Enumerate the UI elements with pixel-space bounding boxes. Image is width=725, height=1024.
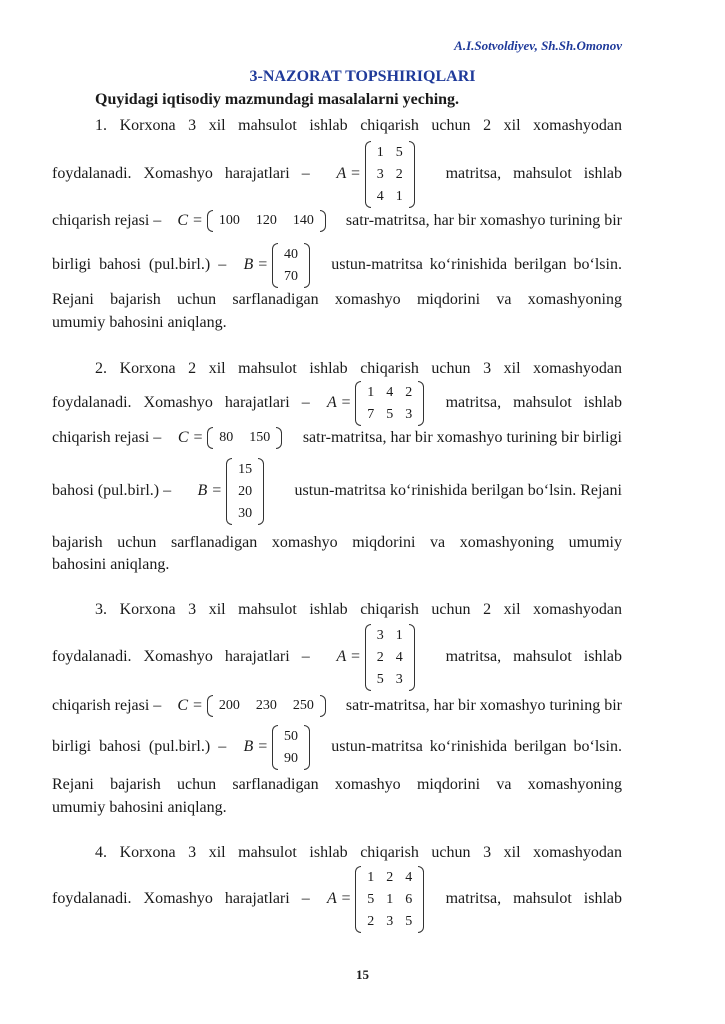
matrix-a-symbol: A = — [336, 165, 361, 182]
plan-label: chiqarish rejasi – — [52, 697, 162, 714]
problem-3-matrix-b — [272, 725, 310, 770]
matrix-cell: 250 — [292, 698, 314, 713]
matrix-b-symbol: B = — [197, 482, 223, 499]
problem-4-matrix-a-line — [52, 864, 622, 934]
matrix-cell: 1 — [376, 144, 384, 160]
problem-2-matrix-a-line — [52, 380, 622, 426]
problem-3-price-line — [52, 722, 622, 772]
matrix-c-symbol: C = — [177, 697, 203, 714]
matrix-cell: 15 — [238, 461, 253, 477]
matrix-cell: 2 — [395, 166, 403, 182]
matrix-a-symbol: A = — [327, 394, 352, 411]
matrix-cell: 70 — [284, 268, 299, 284]
plan-suffix: satr-matritsa, har bir xomashyo turining bir birligi — [302, 429, 622, 446]
problem-1-matrix-a-line — [52, 140, 622, 208]
problem-2-matrix-c — [207, 427, 282, 449]
matrix-cell: 4 — [395, 649, 403, 665]
problem-1-task-line-1 — [52, 288, 622, 312]
matrix-a-label: foydalanadi. Xomashyo harajatlari – — [52, 394, 310, 411]
matrix-cell: 3 — [405, 406, 413, 422]
task-text: Rejani bajarish uchun sarflanadigan xomashyo miqdorini va xomashyoning — [52, 291, 622, 308]
problem-1-price-line — [52, 240, 622, 290]
matrix-cell: 3 — [386, 913, 394, 929]
matrix-cell: 3 — [395, 671, 403, 687]
matrix-cell: 5 — [367, 891, 375, 907]
problem-2-price-line — [52, 456, 622, 526]
matrix-c-symbol: C = — [177, 212, 203, 229]
problem-1-matrix-a — [365, 141, 415, 208]
problem-2-matrix-b — [226, 458, 264, 525]
problem-3-plan-line — [52, 694, 622, 718]
matrix-cell: 50 — [284, 728, 299, 744]
matrix-cell: 140 — [292, 213, 314, 228]
matrix-cell: 120 — [255, 213, 277, 228]
matrix-cell: 1 — [395, 188, 403, 204]
matrix-cell: 4 — [386, 384, 394, 400]
matrix-cell: 2 — [367, 913, 375, 929]
task-text: Rejani bajarish uchun sarflanadigan xomashyo miqdorini va xomashyoning — [52, 776, 622, 793]
page-number: 15 — [356, 967, 369, 982]
matrix-a-suffix: matritsa, mahsulot ishlab — [445, 648, 622, 665]
price-suffix: ustun-matritsa ko‘rinishida berilgan bo‘lsin. — [331, 256, 622, 273]
matrix-cell: 5 — [405, 913, 413, 929]
matrix-cell: 2 — [386, 869, 394, 885]
matrix-b-symbol: B = — [243, 738, 269, 755]
matrix-cell: 1 — [386, 891, 394, 907]
task-text: umumiy bahosini aniqlang. — [52, 799, 227, 816]
matrix-cell: 3 — [376, 166, 384, 182]
matrix-cell: 2 — [405, 384, 413, 400]
problem-3-matrix-a — [365, 624, 415, 691]
plan-label: chiqarish rejasi – — [52, 212, 162, 229]
problem-3-first-line — [52, 598, 622, 622]
problem-3-matrix-c — [207, 695, 326, 717]
problem-1-matrix-c — [207, 210, 326, 232]
problem-3-task-line-2 — [52, 796, 622, 820]
problem-1-first-line — [52, 114, 622, 138]
matrix-cell: 2 — [376, 649, 384, 665]
problem-3-intro: 3. Korxona 3 xil mahsulot ishlab chiqarish uchun 2 xil xomashyodan — [95, 601, 622, 618]
problem-3-matrix-a-line — [52, 622, 622, 692]
matrix-a-label: foydalanadi. Xomashyo harajatlari – — [52, 165, 310, 182]
problem-2-task-line-2 — [52, 553, 622, 577]
task-text: umumiy bahosini aniqlang. — [52, 314, 227, 331]
problem-2-intro: 2. Korxona 2 xil mahsulot ishlab chiqarish uchun 3 xil xomashyodan — [95, 360, 622, 377]
problem-2-task-line-1 — [52, 531, 622, 555]
matrix-cell: 20 — [238, 483, 253, 499]
running-header-author: A.I.Sotvoldiyev, Sh.Sh.Omonov — [454, 38, 622, 53]
matrix-cell: 40 — [284, 246, 299, 262]
problem-1-plan-line — [52, 209, 622, 233]
price-label: birligi bahosi (pul.birl.) – — [52, 256, 227, 273]
matrix-cell: 5 — [376, 671, 384, 687]
task-text: bajarish uchun sarflanadigan xomashyo miqdorini va xomashyoning umumiy — [52, 534, 622, 551]
plan-suffix: satr-matritsa, har bir xomashyo turining bir — [345, 212, 622, 229]
plan-suffix: satr-matritsa, har bir xomashyo turining bir — [345, 697, 622, 714]
matrix-cell: 1 — [395, 627, 403, 643]
problem-2-first-line — [52, 357, 622, 381]
price-label: birligi bahosi (pul.birl.) – — [52, 738, 227, 755]
matrix-cell: 5 — [386, 406, 394, 422]
matrix-cell: 150 — [249, 430, 271, 445]
matrix-cell: 100 — [218, 213, 240, 228]
matrix-cell: 3 — [376, 627, 384, 643]
matrix-cell: 230 — [255, 698, 277, 713]
problem-2-plan-line — [52, 426, 622, 450]
matrix-a-symbol: A = — [327, 890, 352, 907]
problem-3-task-line-1 — [52, 773, 622, 797]
matrix-cell: 5 — [395, 144, 403, 160]
problem-4-first-line — [52, 841, 622, 865]
price-suffix: ustun-matritsa ko‘rinishida berilgan bo‘lsin. Rejani — [294, 482, 622, 499]
price-suffix: ustun-matritsa ko‘rinishida berilgan bo‘lsin. — [331, 738, 622, 755]
matrix-a-label: foydalanadi. Xomashyo harajatlari – — [52, 648, 310, 665]
problem-4-intro: 4. Korxona 3 xil mahsulot ishlab chiqarish uchun 3 xil xomashyodan — [95, 844, 622, 861]
matrix-cell: 4 — [405, 869, 413, 885]
matrix-c-symbol: C = — [177, 429, 204, 446]
matrix-cell: 1 — [367, 869, 375, 885]
price-label: bahosi (pul.birl.) – — [52, 482, 172, 499]
problem-4-matrix-a — [355, 866, 424, 933]
problem-1-matrix-b — [272, 243, 310, 288]
matrix-b-symbol: B = — [243, 256, 269, 273]
matrix-cell: 200 — [218, 698, 240, 713]
matrix-cell: 7 — [367, 406, 375, 422]
matrix-cell: 30 — [238, 505, 253, 521]
plan-label: chiqarish rejasi – — [52, 429, 162, 446]
instructions: Quyidagi iqtisodiy mazmundagi masalalarni yeching. — [95, 91, 460, 108]
matrix-cell: 90 — [284, 750, 299, 766]
problem-1-task-line-2 — [52, 311, 622, 335]
matrix-a-suffix: matritsa, mahsulot ishlab — [445, 165, 622, 182]
matrix-a-suffix: matritsa, mahsulot ishlab — [445, 890, 622, 907]
matrix-cell: 4 — [376, 188, 384, 204]
matrix-a-label: foydalanadi. Xomashyo harajatlari – — [52, 890, 310, 907]
matrix-a-symbol: A = — [336, 648, 361, 665]
matrix-a-suffix: matritsa, mahsulot ishlab — [445, 394, 622, 411]
task-text: bahosini aniqlang. — [52, 556, 170, 573]
matrix-cell: 6 — [405, 891, 413, 907]
matrix-cell: 1 — [367, 384, 375, 400]
problem-2-matrix-a — [355, 381, 424, 426]
problem-1-intro: 1. Korxona 3 xil mahsulot ishlab chiqarish uchun 2 xil xomashyodan — [95, 117, 622, 134]
matrix-cell: 80 — [219, 430, 234, 445]
section-title: 3-NAZORAT TOPSHIRIQLARI — [249, 68, 476, 85]
